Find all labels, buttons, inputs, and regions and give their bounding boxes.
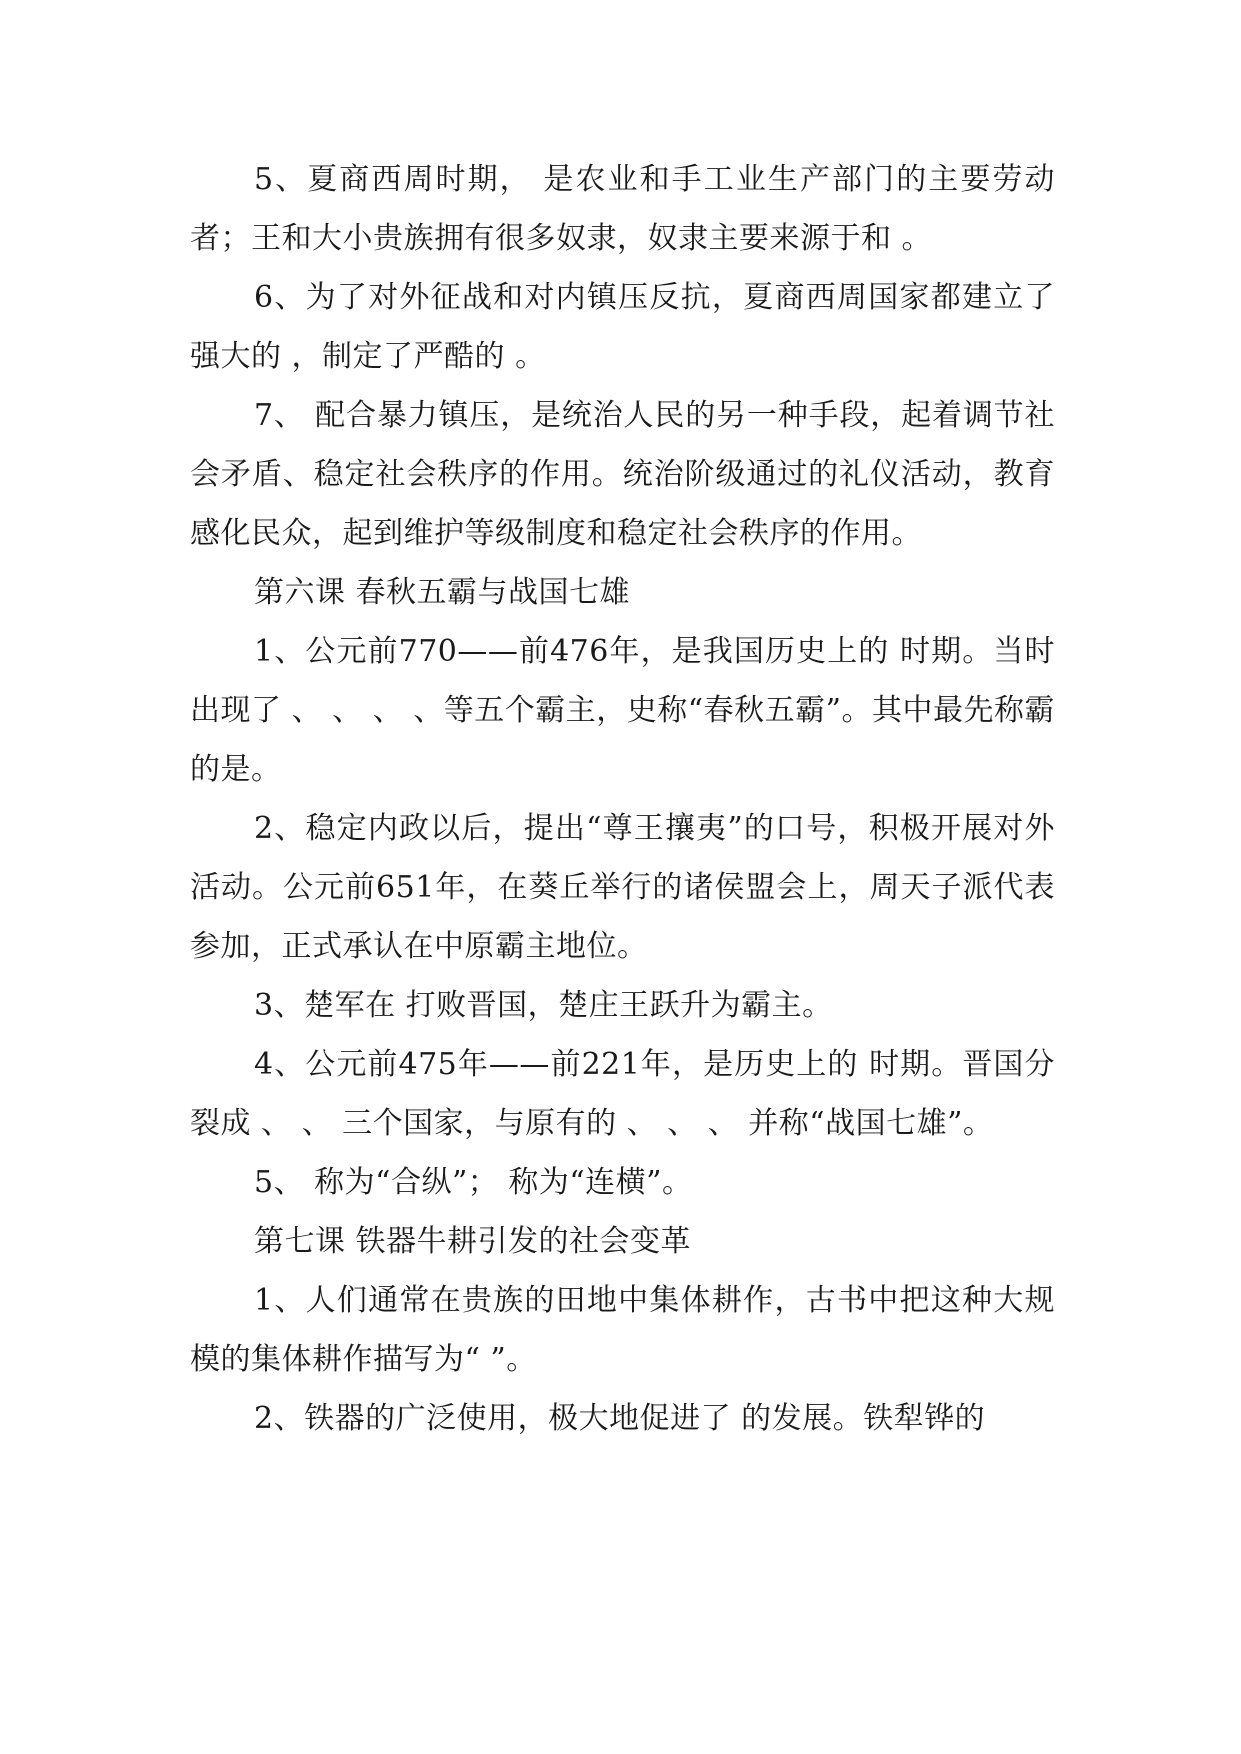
paragraph-item-5-laborers: 5、夏商西周时期， 是农业和手工业生产部门的主要劳动者；王和大小贵族拥有很多奴隶，奴隶主要来源于和 。 bbox=[190, 162, 1055, 256]
paragraph-lesson7-item-1: 1、人们通常在贵族的田地中集体耕作，古书中把这种大规模的集体耕作描写为“ ”。 bbox=[190, 1283, 1055, 1377]
paragraph-lesson6-item-3: 3、楚军在 打败晋国，楚庄王跃升为霸主。 bbox=[254, 988, 833, 1023]
paragraph-lesson6-item-5: 5、 称为“合纵”； 称为“连横”。 bbox=[254, 1165, 693, 1200]
paragraph-lesson6-item-4: 4、公元前475年——前221年，是历史上的 时期。晋国分裂成 、 、 三个国家，与原有的 、 、 、 并称“战国七雄”。 bbox=[190, 1047, 1055, 1141]
paragraph-lesson7-item-2: 2、铁器的广泛使用，极大地促进了 的发展。铁犁铧的 bbox=[254, 1401, 986, 1436]
lesson-7-heading: 第七课 铁器牛耕引发的社会变革 bbox=[254, 1224, 692, 1259]
paragraph-lesson6-item-2: 2、稳定内政以后，提出“尊王攘夷”的口号，积极开展对外活动。公元前651年，在葵丘举行的诸侯盟会上，周天子派代表参加，正式承认在中原霸主地位。 bbox=[190, 811, 1055, 964]
paragraph-lesson6-item-1: 1、公元前770——前476年，是我国历史上的 时期。当时出现了 、 、 、 、等五个霸主，史称“春秋五霸”。其中最先称霸的是。 bbox=[190, 634, 1055, 787]
paragraph-item-7-rites: 7、 配合暴力镇压，是统治人民的另一种手段，起着调节社会矛盾、稳定社会秩序的作用。统治阶级通过的礼仪活动，教育感化民众，起到维护等级制度和稳定社会秩序的作用。 bbox=[190, 398, 1055, 551]
lesson-6-heading: 第六课 春秋五霸与战国七雄 bbox=[254, 575, 631, 610]
paragraph-item-6-army-law: 6、为了对外征战和对内镇压反抗，夏商西周国家都建立了强大的 ，制定了严酷的 。 bbox=[190, 280, 1055, 374]
document-body bbox=[190, 150, 1055, 1448]
